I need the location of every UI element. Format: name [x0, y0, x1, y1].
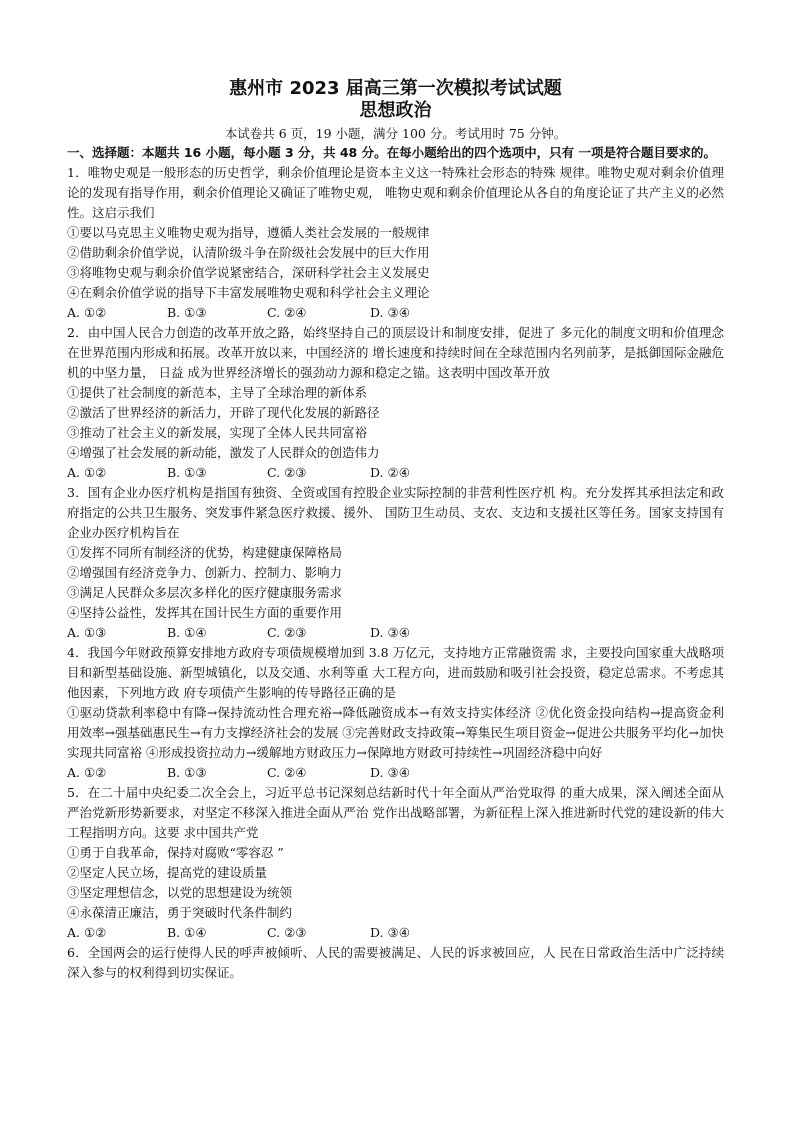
choice-a: A. ①②	[67, 925, 107, 940]
section-heading: 一、选择题：本题共 16 小题，每小题 3 分，共 48 分。在每小题给出的四个选项中，只有 一项是符合题目要求的。	[67, 145, 716, 160]
option-item: ③将唯物史观与剩余价值学说紧密结合，深研科学社会主义发展史	[67, 265, 430, 280]
choice-c: C. ②④	[267, 765, 307, 780]
choice-b: B. ①④	[167, 925, 207, 940]
answer-choices	[67, 463, 724, 483]
option-item: ④坚持公益性，发挥其在国计民生方面的重要作用	[67, 605, 343, 620]
question-4	[67, 643, 724, 783]
question-stem: 6．全国两会的运行使得人民的呼声被倾听、人民的需要被满足、人民的诉求被回应，人 民在日常政治生活中广泛持续深入参与的权利得到切实保证。	[67, 945, 724, 980]
question-5	[67, 783, 724, 943]
option-item: ②坚定人民立场，提高党的建设质量	[67, 865, 268, 880]
option-item: ②增强国有经济竞争力、创新力、控制力、影响力	[67, 565, 343, 580]
option-item: ①提供了社会制度的新范本，主导了全球治理的新体系	[67, 385, 368, 400]
choice-d: D. ②④	[370, 465, 410, 480]
choice-c: C. ②④	[267, 305, 307, 320]
choice-a: A. ①②	[67, 765, 107, 780]
choice-a: A. ①③	[67, 625, 107, 640]
option-item: ④永葆清正廉洁，勇于突破时代条件制约	[67, 905, 293, 920]
choice-c: C. ②③	[267, 925, 307, 940]
question-stem: 2．由中国人民合力创造的改革开放之路，始终坚持自己的顶层设计和制度安排，促进了 多元化的制度文明和价值理念在世界范围内形成和拓展。改革开放以来，中国经济的 增长速度和持续时间在全球范围内名列前茅，是抵御国际金融危机的中坚力量， 日益 成为世界经济增长的强劲动力源和稳定之锚。这表明中国改革开放	[67, 325, 724, 380]
question-stem: 1．唯物史观是一般形态的历史哲学，剩余价值理论是资本主义这一特殊社会形态的特殊 规律。唯物史观对剩余价值理论的发现有指导作用，剩余价值理论又确证了唯物史观， 唯物史观和剩余价值理论从各自的角度论证了共产主义的必然性。这启示我们	[67, 165, 724, 220]
choice-b: B. ①③	[167, 765, 207, 780]
option-item: ④在剩余价值学说的指导下丰富发展唯物史观和科学社会主义理论	[67, 285, 430, 300]
option-item: ④增强了社会发展的新动能，激发了人民群众的创造伟力	[67, 445, 380, 460]
choice-b: B. ①③	[167, 465, 207, 480]
choice-c: C. ②③	[267, 465, 307, 480]
question-6	[67, 943, 724, 983]
exam-subject: 思想政治	[359, 100, 432, 121]
answer-choices	[67, 303, 724, 323]
question-stem: 4．我国今年财政预算安排地方政府专项债规模增加到 3.8 万亿元，支持地方正常融资需 求，主要投向国家重大战略项目和新型基础设施、新型城镇化，以及交通、水利等重 大工程方向，进而鼓励和吸引社会投资，稳定总需求。不考虑其他因素，下列地方政 府专项债产生影响的传导路径正确的是	[67, 645, 724, 700]
question-1	[67, 163, 724, 323]
choice-d: D. ③④	[370, 765, 410, 780]
answer-choices	[67, 923, 724, 943]
exam-title: 惠州市 2023 届高三第一次模拟考试试题	[229, 78, 562, 99]
option-item: ②借助剩余价值学说，认清阶级斗争在阶级社会发展中的巨大作用	[67, 245, 430, 260]
choice-a: A. ①②	[67, 465, 107, 480]
option-item: ②激活了世界经济的新活力，开辟了现代化发展的新路径	[67, 405, 380, 420]
option-item: ①要以马克思主义唯物史观为指导，遵循人类社会发展的一般规律	[67, 225, 430, 240]
option-item: ①勇于自我革命，保持对腐败“零容忍 ”	[67, 845, 284, 860]
choice-d: D. ③④	[370, 625, 410, 640]
question-stem: 3．国有企业办医疗机构是指国有独资、全资或国有控股企业实际控制的非营利性医疗机 构。充分发挥其承担法定和政府指定的公共卫生服务、突发事件紧急医疗救援、援外、 国防卫生动员、支农、支边和支援社区等任务。国家支持国有企业办医疗机构旨在	[67, 485, 724, 540]
choice-b: B. ①④	[167, 625, 207, 640]
option-item: ①驱动贷款利率稳中有降→保持流动性合理充裕→降低融资成本→有效支持实体经济 ②优化资金投向结构→提高资金利用效率→强基础惠民生→有力支撑经济社会的发展 ③完善财政支持政策→筹集民生项目资金→促进公共服务平均化→加快实现共同富裕 ④形成投资拉动力→缓解地方财政压力→保障地方财政可持续性→巩固经济稳中向好	[67, 705, 724, 760]
question-3	[67, 483, 724, 643]
question-stem: 5．在二十届中央纪委二次全会上，习近平总书记深刻总结新时代十年全面从严治党取得 的重大成果，深入阐述全面从严治党新形势新要求，对坚定不移深入推进全面从严治 党作出战略部署，为新征程上深入推进新时代党的建设新的伟大工程指明方向。这要 求中国共产党	[67, 785, 724, 840]
choice-d: D. ③④	[370, 305, 410, 320]
choice-d: D. ③④	[370, 925, 410, 940]
option-item: ③满足人民群众多层次多样化的医疗健康服务需求	[67, 585, 343, 600]
choice-a: A. ①②	[67, 305, 107, 320]
choice-c: C. ②③	[267, 625, 307, 640]
question-2	[67, 323, 724, 483]
answer-choices	[67, 763, 724, 783]
exam-info: 本试卷共 6 页，19 小题，满分 100 分。考试用时 75 分钟。	[224, 126, 567, 141]
option-item: ③坚定理想信念，以党的思想建设为统领	[67, 885, 293, 900]
option-item: ③推动了社会主义的新发展，实现了全体人民共同富裕	[67, 425, 368, 440]
choice-b: B. ①③	[167, 305, 207, 320]
option-item: ①发挥不同所有制经济的优势，构建健康保障格局	[67, 545, 343, 560]
answer-choices	[67, 623, 724, 643]
